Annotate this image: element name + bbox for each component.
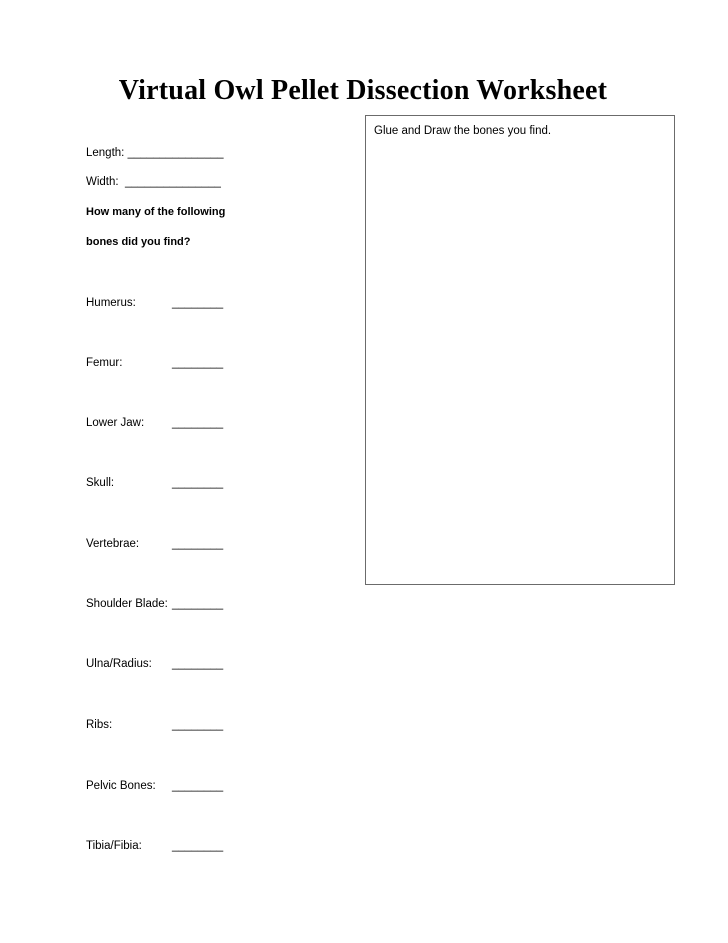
bone-name: Femur: (86, 357, 123, 369)
bone-count-blank: ________ (172, 780, 224, 792)
bone-count-blank: ________ (172, 477, 224, 489)
bone-name: Vertebrae: (86, 538, 140, 550)
bone-name: Lower Jaw: (86, 417, 145, 429)
bone-count-blank: ________ (172, 658, 224, 670)
page-title: Virtual Owl Pellet Dissection Worksheet (118, 75, 608, 106)
bone-row-lower-jaw (86, 416, 286, 430)
bone-count-blank: ________ (172, 598, 224, 610)
bone-row-tibia-fibia (86, 839, 286, 853)
bone-name: Humerus: (86, 297, 136, 309)
bone-name: Tibia/Fibia: (86, 840, 142, 852)
draw-box-label: Glue and Draw the bones you find. (374, 125, 552, 137)
bone-row-vertebrae (86, 537, 286, 551)
question-line-2: bones did you find? (86, 236, 191, 248)
bone-count-blank: ________ (172, 840, 224, 852)
width-field: Width: _______________ (86, 176, 221, 188)
bone-row-skull (86, 476, 286, 490)
bone-row-ulna-radius (86, 657, 286, 671)
bone-row-femur (86, 356, 286, 370)
bone-count-blank: ________ (172, 538, 224, 550)
bone-name: Skull: (86, 477, 115, 489)
bone-count-blank: ________ (172, 357, 224, 369)
bone-row-shoulder-blade (86, 597, 286, 611)
bone-name: Shoulder Blade: (86, 598, 168, 610)
length-field: Length: _______________ (86, 147, 224, 159)
bone-count-blank: ________ (172, 297, 224, 309)
glue-and-draw-box[interactable] (365, 115, 675, 585)
bone-count-blank: ________ (172, 719, 224, 731)
bone-name: Ribs: (86, 719, 113, 731)
bone-name: Pelvic Bones: (86, 780, 156, 792)
bone-count-blank: ________ (172, 417, 224, 429)
bone-row-ribs (86, 718, 286, 732)
bone-row-pelvic-bones (86, 779, 286, 793)
bone-name: Ulna/Radius: (86, 658, 152, 670)
question-line-1: How many of the following (86, 206, 226, 218)
bone-row-humerus (86, 296, 286, 310)
